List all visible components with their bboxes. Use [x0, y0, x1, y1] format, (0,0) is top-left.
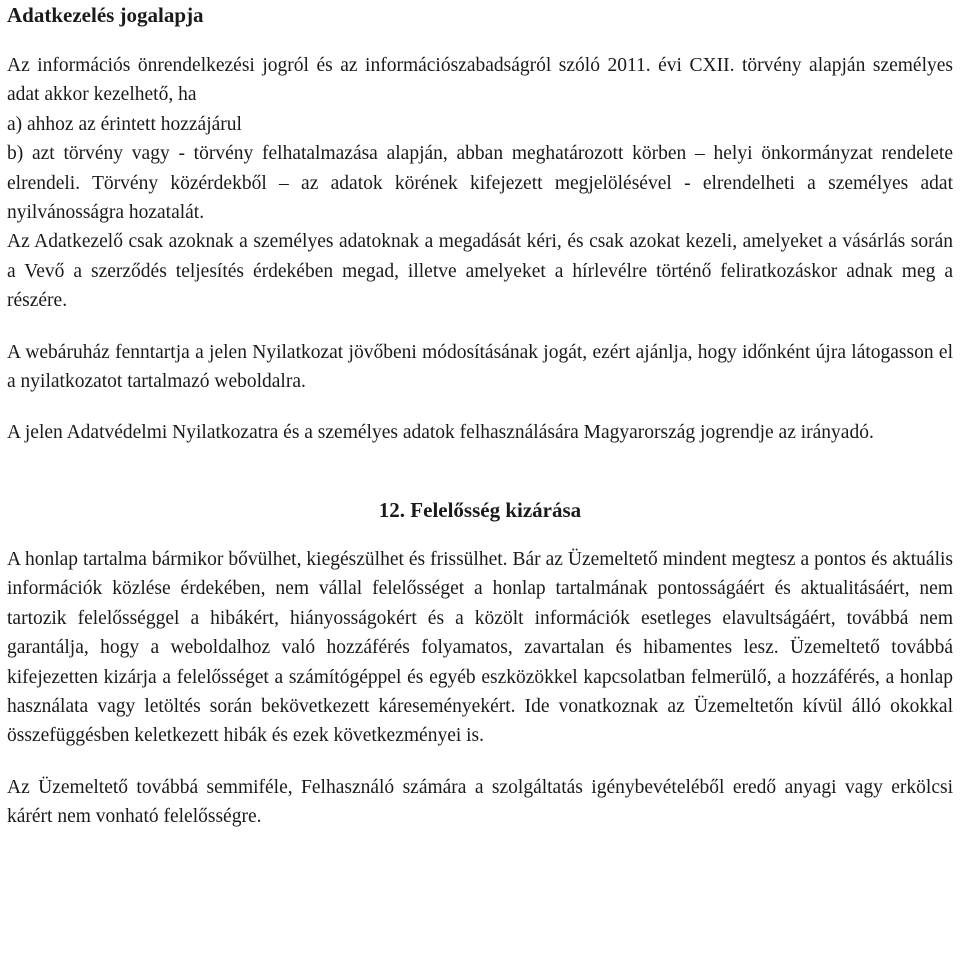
data-purpose-paragraph: Az Adatkezelő csak azoknak a személyes adatoknak a megadását kéri, és csak azokat kezeli, amelyeket a vásárlás során a Vevő a szerződés teljesítés érdekében megad, illetve amelyeket a hírlevélre történő feliratkozáskor adnak meg a részére. — [7, 231, 953, 312]
legal-basis-item-a: a) ahhoz az érintett hozzájárul — [7, 113, 242, 135]
legal-basis-item-b: b) azt törvény vagy - törvény felhatalmazása alapján, abban meghatározott körben – helyi önkormányzat rendelete elrendeli. Törvény közérdekből – az adatok körének kifejezett megjelölésével - elrendelheti a személyes adat nyilvánosságra hozatalát. — [7, 143, 953, 224]
legal-basis-intro: Az információs önrendelkezési jogról és az információszabadságról szóló 2011. évi CXII. törvény alapján személyes adat akkor kezelhető, ha — [7, 55, 953, 106]
liability-paragraph: Az Üzemeltető továbbá semmiféle, Felhasználó számára a szolgáltatás igénybevételéből eredő anyagi vagy erkölcsi kárért nem vonható felelősségre. — [7, 776, 953, 828]
disclaimer-paragraph: A honlap tartalma bármikor bővülhet, kiegészülhet és frissülhet. Bár az Üzemeltető mindent megtesz a pontos és aktuális információk közlése érdekében, nem vállal felelősséget a honlap tartalmának pontosságáért és aktualitásáért, nem tartozik felelősséggel a hibákért, hiányosságokért és a közölt információk esetleges elavultságáért, továbbá nem garantálja, hogy a weboldalhoz való hozzáférés folyamatos, zavartalan és hibamentes lesz. Üzemeltető továbbá kifejezetten kizárja a felelősséget a számítógéppel és egyéb eszközökkel kapcsolatban felmerülő, a hozzáférés, a honlap használata vagy letöltés során bekövetkezett káreseményekért. Ide vonatkoznak az Üzemeltetőn kívül álló okokkal összefüggésben keletkezett hibák és ezek következményei is. — [7, 548, 953, 747]
document-page — [7, 0, 953, 832]
legal-basis-heading: Adatkezelés jogalapja — [7, 3, 204, 27]
modification-paragraph: A webáruház fenntartja a jelen Nyilatkozat jövőbeni módosításának jogát, ezért ajánlja, hogy időnként újra látogasson el a nyilatkozatot tartalmazó weboldalra. — [7, 341, 953, 393]
governing-law-paragraph: A jelen Adatvédelmi Nyilatkozatra és a személyes adatok felhasználására Magyarország jogrendje az irányadó. — [7, 422, 874, 444]
section-title-liability: 12. Felelősség kizárása — [378, 497, 582, 522]
